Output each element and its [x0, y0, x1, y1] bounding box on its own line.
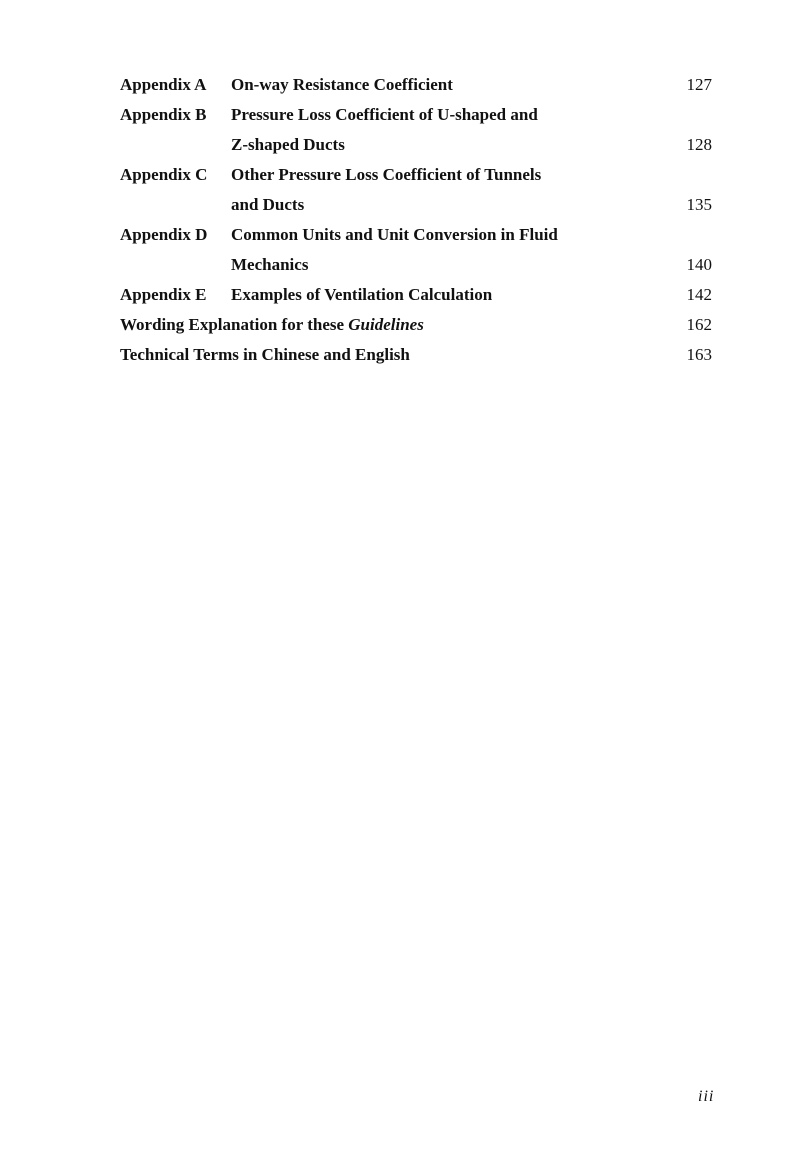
- toc-entry-page-number: 163: [686, 345, 712, 364]
- toc-entry-page-number: 142: [686, 285, 712, 304]
- toc-entry-page-number: 140: [686, 255, 712, 274]
- table-of-contents: [120, 70, 712, 370]
- toc-entry-title: [120, 310, 424, 340]
- toc-entry-appendix-a[interactable]: [120, 70, 712, 100]
- toc-entry-appendix-d-continued[interactable]: [120, 250, 712, 280]
- toc-entry-title: Pressure Loss Coefficient of U-shaped and: [231, 105, 538, 124]
- toc-entry-title-text: Wording Explanation for these: [120, 315, 349, 334]
- toc-entry-appendix-c[interactable]: [120, 160, 712, 190]
- toc-entry-appendix-b[interactable]: [120, 100, 712, 130]
- toc-entry-page-number: 127: [686, 75, 712, 94]
- toc-entry-wording-explanation[interactable]: [120, 310, 712, 340]
- toc-entry-appendix-d[interactable]: [120, 220, 712, 250]
- toc-entry-technical-terms[interactable]: [120, 340, 712, 370]
- toc-entry-page-number: 162: [686, 315, 712, 334]
- toc-entry-title: Technical Terms in Chinese and English: [120, 345, 410, 364]
- toc-entry-title-continued: Z-shaped Ducts: [231, 135, 345, 154]
- toc-entry-title: Examples of Ventilation Calculation: [231, 285, 493, 304]
- toc-entry-title: Common Units and Unit Conversion in Fluid: [231, 225, 558, 244]
- toc-entry-title-continued: and Ducts: [231, 195, 305, 214]
- toc-entry-page-number: 128: [686, 135, 712, 154]
- toc-entry-label: Appendix C: [120, 165, 208, 184]
- toc-entry-page-number: 135: [686, 195, 712, 214]
- toc-entry-appendix-c-continued[interactable]: [120, 190, 712, 220]
- toc-entry-appendix-b-continued[interactable]: [120, 130, 712, 160]
- toc-entry-label: Appendix D: [120, 225, 208, 244]
- toc-entry-title-continued: Mechanics: [231, 255, 309, 274]
- toc-entry-title-italic: Guidelines: [348, 315, 424, 334]
- toc-entry-label: Appendix B: [120, 105, 207, 124]
- toc-entry-appendix-e[interactable]: [120, 280, 712, 310]
- toc-entry-title: On-way Resistance Coefficient: [231, 75, 453, 94]
- page-folio: iii: [698, 1088, 715, 1105]
- toc-entry-label: Appendix A: [120, 75, 207, 94]
- toc-entry-title: Other Pressure Loss Coefficient of Tunnels: [231, 165, 542, 184]
- toc-entry-label: Appendix E: [120, 285, 207, 304]
